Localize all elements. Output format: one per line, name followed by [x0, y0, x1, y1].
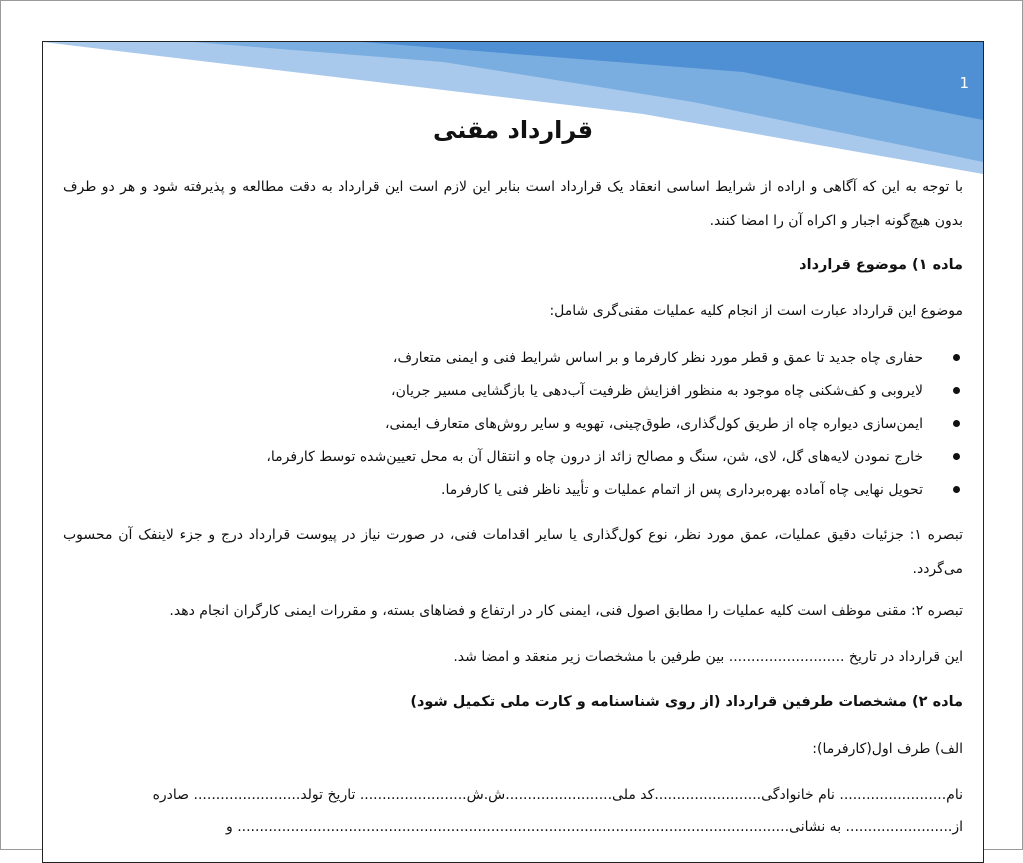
bullet-icon — [953, 387, 960, 394]
article1-list — [266, 342, 963, 507]
intro-paragraph: با توجه به این که آگاهی و اراده از شرایط اساسی انعقاد یک قرارداد است بنابر این لازم است این قرارداد به دقت مطالعه و پذیرفته شود و هر دو طرف بدون هیچ‌گونه اجبار و اکراه آن را امضا کنند. — [63, 179, 963, 229]
contract-date-line: این قرارداد در تاریخ .......................... بین طرفین با مشخصات زیر منعقد و امضا شد. — [453, 649, 963, 665]
party-a-fields-line-2: از........................ به نشانی............................................................................................................................ و — [225, 819, 963, 835]
note-2: تبصره ۲: مقنی موظف است کلیه عملیات را مطابق اصول فنی، ایمنی کار در ارتفاع و فضاهای بسته، و مقررات ایمنی کارگران انجام دهد. — [169, 603, 963, 619]
list-item: لایروبی و کف‌شکنی چاه موجود به منظور افزایش ظرفیت آب‌دهی یا بازگشایی مسیر جریان، — [266, 375, 963, 408]
list-item: ایمن‌سازی دیواره چاه از طریق کول‌گذاری، طوق‌چینی، تهویه و سایر روش‌های متعارف ایمنی، — [266, 408, 963, 441]
document-page — [42, 41, 984, 863]
list-item: تحویل نهایی چاه آماده بهره‌برداری پس از اتمام عملیات و تأیید ناظر فنی یا کارفرما. — [266, 474, 963, 507]
header-banner — [43, 42, 983, 182]
bullet-icon — [953, 486, 960, 493]
article1-lead: موضوع این قرارداد عبارت است از انجام کلیه عملیات مقنی‌گری شامل: — [549, 303, 963, 319]
bullet-icon — [953, 420, 960, 427]
list-item: خارج نمودن لایه‌های گل، لای، شن، سنگ و مصالح زائد از درون چاه و انتقال آن به محل تعیین‌شده توسط کارفرما، — [266, 441, 963, 474]
bullet-icon — [953, 453, 960, 460]
party-a-fields-line-1: نام........................ نام خانوادگی........................کد ملی........................ش.ش........................ تاریخ تولد........................ صادره — [152, 787, 963, 803]
note-1: تبصره ۱: جزئیات دقیق عملیات، عمق مورد نظر، نوع کول‌گذاری یا سایر اقدامات فنی، در صورت نیاز در پیوست قرارداد درج و جزء لاینفک آن محسوب می‌گردد. — [63, 527, 963, 577]
page-number: 1 — [959, 74, 969, 92]
article1-heading: ماده ۱) موضوع قرارداد — [799, 257, 963, 273]
list-item: حفاری چاه جدید تا عمق و قطر مورد نظر کارفرما و بر اساس شرایط فنی و ایمنی متعارف، — [266, 342, 963, 375]
article2-heading: ماده ۲) مشخصات طرفین قرارداد (از روی شناسنامه و کارت ملی تکمیل شود) — [410, 694, 963, 710]
party-a-label: الف) طرف اول(کارفرما): — [812, 741, 963, 757]
document-title: قرارداد مقنی — [432, 116, 594, 144]
bullet-icon — [953, 354, 960, 361]
